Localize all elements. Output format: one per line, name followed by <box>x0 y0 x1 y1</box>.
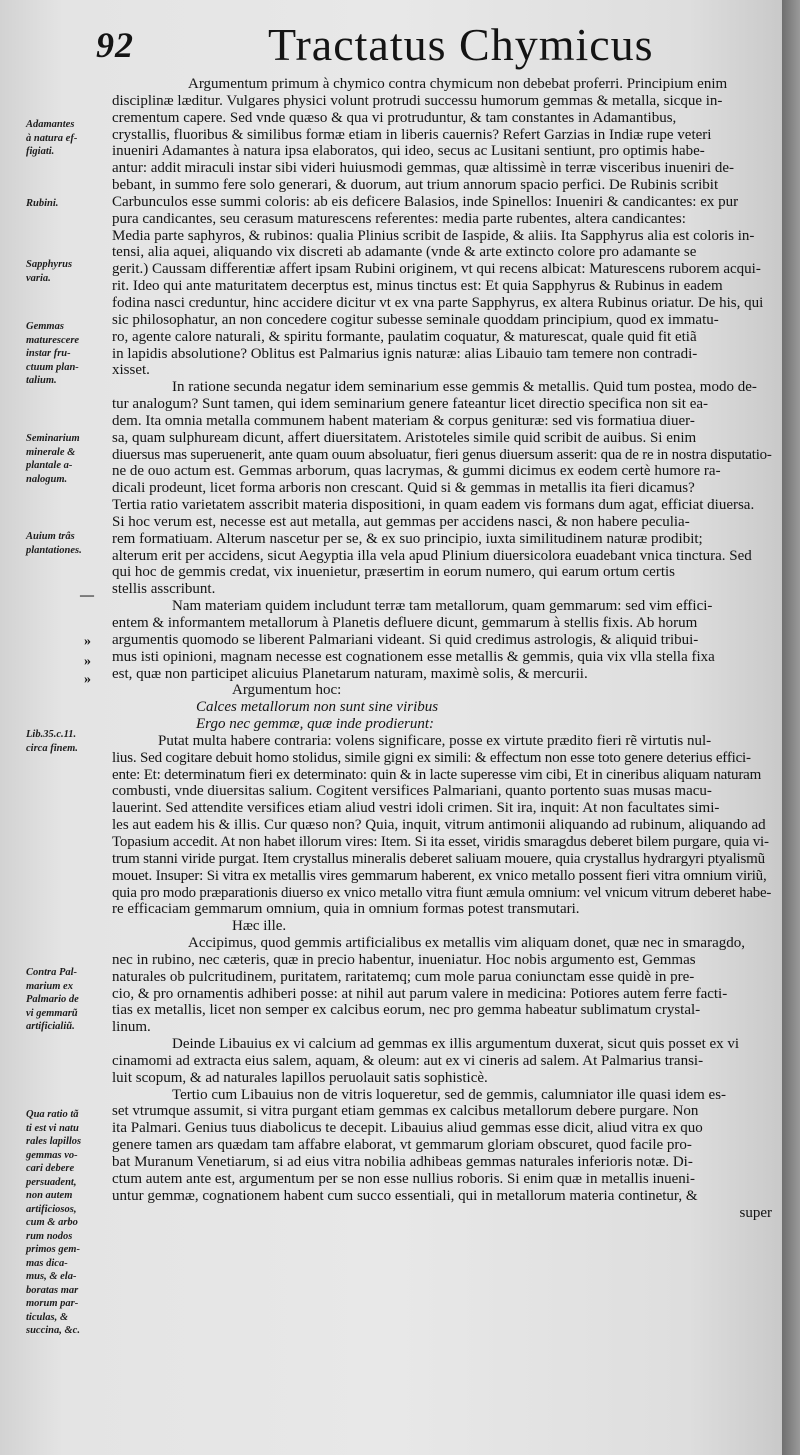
text-line: Si hoc verum est, necesse est aut metalla, aut gemmas per accidens nasci, & non habere peculia- <box>112 513 690 530</box>
marginal-note-quaratio <box>26 1108 110 1338</box>
text-line: dicali prodeunt, licet forma arboris non crescant. Quid si & gemmas in metallis ita fieri dicamus? <box>112 480 695 497</box>
marginal-note-gemmas <box>26 320 110 388</box>
marginal-note-line: morum par- <box>26 1298 79 1309</box>
text-line: ente: Et: determinatum fieri ex determinato: quin & in lacte superesse vim cibi, Et in cineribus aliquam naturam <box>112 766 762 783</box>
marginal-note-line: non autem <box>26 1190 73 1201</box>
text-line: ne de ouo actum est. Gemmas arborum, quas lacrymas, & gummi dicimus ex eodem certè humore ra- <box>112 463 721 480</box>
marginal-note-line: Seminarium <box>26 433 80 444</box>
marginal-note-line: artificiosos, <box>26 1203 77 1215</box>
book-spine-shadow <box>782 0 800 1455</box>
marginal-note-line: instar fru- <box>26 348 71 359</box>
catchword: super <box>739 1204 772 1221</box>
text-line: quia pro modo præparationis diuerso ex vnico metallo vitra fiunt æmula omnium: vel vnicum vitrum deberet habe- <box>112 884 772 901</box>
text-line: set vtrumque assumit, si vitra purgant etiam gemmas ex calcibus metallorum debere purgare. Non <box>112 1103 699 1120</box>
handwritten-quote-mark: » <box>84 672 91 687</box>
text-line: lius. Sed cogitare debuit homo stolidus, simile gigni ex simili: & effectum non esse toto genere deterius effici- <box>112 749 751 766</box>
text-line: inueniri Adamantes à natura ipsa elaboratos, qui ideo, secus ac Lusitani sentiunt, pro optimis habe- <box>112 143 705 160</box>
marginal-note-line: ticulas, & <box>26 1311 69 1323</box>
marginal-note-adamantes <box>26 118 110 159</box>
marginal-note-line: artificialiũ. <box>26 1021 75 1032</box>
text-line: Accipimus, quod gemmis artificialibus ex metallis vim aliquam donet, quæ nec in smaragdo, <box>188 935 745 952</box>
text-line: tias ex metallis, licet non semper ex calcibus eorum, nec pro gemma habeatur sublimatum crystal- <box>112 1002 701 1019</box>
text-line: dem. Ita omnia metalla communem habent materiam & corpus genituræ: sed vis formatiua diuer- <box>112 412 695 429</box>
marginal-note-line: plantationes. <box>26 544 82 556</box>
marginal-note-rubini <box>26 197 110 211</box>
text-line: Putat multa habere contraria: volens significare, posse ex virtute prædito fieri rẽ virtutis nul- <box>158 732 712 749</box>
marginal-note-line: primos gem- <box>26 1244 80 1255</box>
marginal-note-line: minerale & <box>26 446 76 458</box>
marginalia-column <box>26 0 112 1455</box>
text-line: re efficaciam gemmarum omnium, quia in omnium formas potest transmutari. <box>112 901 580 918</box>
marginal-note-line: mus, & ela- <box>26 1271 77 1282</box>
text-line: crystallis, fluoribus & similibus formæ etiam in liberis cauernis? Refert Garzias in Indiæ rupe veteri <box>112 126 712 143</box>
marginal-note-line: figiati. <box>26 146 55 157</box>
text-line: ita Palmari. Genius tuus diabolicus te decepit. Libauius aliud gemmas esse dicit, aliud vitra ex quo <box>112 1120 703 1137</box>
text-line: Deinde Libauius ex vi calcium ad gemmas ex illis argumentum duxerat, sicut quis posset ex vi <box>172 1036 740 1053</box>
text-line: crementum capere. Sed vnde quæso & qua vi protruduntur, & tam constantes in Adamantibus, <box>112 109 677 126</box>
marginal-note-line: ti est vi natu <box>26 1122 79 1134</box>
text-line: Topasium accedit. At non habet illorum vires: Item. Si ita esset, viridis smaragdus deberet bilem purgare, quia vi- <box>112 833 769 850</box>
text-line: rem formatiuam. Alterum nascetur per se, & ex suo principio, iuxta similitudinem naturæ prodibit; <box>112 530 703 547</box>
text-line: antur: addit miraculi instar sibi videri huiusmodi gemmas, quæ altissimè in terræ visceribus inueniri de- <box>112 160 734 177</box>
handwritten-quote-mark: » <box>84 654 91 669</box>
text-line: alterum erit per accidens, sicut Aegyptia illa vela apud Plinium diuersicolora euadebant vnica tinctura. Sed <box>112 547 752 564</box>
text-line: cio, & pro ornamentis adhiberi posse: at nihil aut parum valere in medicina: Potiores autem ferre facti- <box>112 985 728 1002</box>
text-line: naturales ob pulcritudinem, puritatem, raritatemq; cum mole parua coniunctam esse quidè in pre- <box>112 968 695 985</box>
marginal-note-line: vi gemmarũ <box>26 1007 78 1019</box>
argument-premise: Calces metallorum non sunt sine viribus <box>196 699 439 716</box>
marginal-note-contra <box>26 966 110 1034</box>
text-line: est, quæ non participet alicuius Planetarum naturam, maximè solis, & mercurii. <box>112 665 588 682</box>
running-title: Tractatus Chymicus <box>268 19 654 70</box>
text-line: luit scopum, & ad naturales lapillos peruolauit satis sophisticè. <box>112 1069 488 1086</box>
text-line: nec in rubino, nec cæteris, quæ in precio habentur, inueniatur. Hoc nobis argumento est, Gemmas <box>112 951 696 968</box>
marginal-note-line: Auium trâs <box>26 531 75 542</box>
text-line: cinamomi ad extracta eius salem, aquam, & oleum: aut ex vi cineris ad salem. At Palmarius transi- <box>112 1052 704 1069</box>
text-line: Media parte saphyros, & rubinos: qualia Plinius scribit de Iaspide, & aliis. Ita Sapphyrus alia est coloris in- <box>112 227 755 244</box>
text-line: pura candicantes, seu cerasum maturescens referentes: media parte rubentes, altera candicantes: <box>112 210 686 227</box>
marginal-note-line: Rubini. <box>26 198 59 209</box>
text-line: rit. Ideo qui ante maturitatem decerptus est, minus tinctus est: Et quia Sapphyrus & Rubinus in eadem <box>112 278 723 295</box>
marginal-note-sapphyrus <box>26 258 110 285</box>
marginal-note-line: mas dica- <box>26 1257 68 1269</box>
text-line: linum. <box>112 1019 151 1036</box>
text-line: untur gemmæ, cognationem habent cum succo essentiali, qui in metallorum materia continetur, & <box>112 1187 698 1204</box>
marginal-note-line: Adamantes <box>26 119 75 130</box>
quote-end: Hæc ille. <box>232 918 287 935</box>
text-line: lauerint. Sed attendite versifices etiam aliud vestri idoli crimen. Sit ira, inquit: At non facultates simi- <box>112 800 720 817</box>
marginal-note-line: talium. <box>26 375 57 386</box>
handwritten-dash-mark: — <box>80 588 94 603</box>
text-line: Tertio cum Libauius non de vitris loqueretur, sed de gemmis, calumniator ille quasi idem es- <box>172 1086 727 1103</box>
text-line: trum stanni viride purgat. Item crystallus mineralis deberet saliuam mouere, quia crystallus hydrargyri ptyalismũ <box>112 850 765 867</box>
text-line: In ratione secunda negatur idem seminarium esse gemmis & metallis. Quid tum postea, modo de- <box>172 379 757 396</box>
marginal-note-line: Palmario de <box>26 994 79 1005</box>
marginal-note-line: Gemmas <box>26 321 64 332</box>
text-line: mus isti opinioni, magnam necesse est cognationem esse metallis & gemmis, quia vix vlla stella fixa <box>112 648 715 665</box>
text-line: tensi, alia aquei, aliquando vix discreti ab adamante (vnde & arte extincto colore pro adamante se <box>112 244 697 261</box>
text-line: ctum autem ante est, argumentum per se non esse nullius roboris. Si enim quæ in metallis inueni- <box>112 1170 695 1187</box>
text-line: Nam materiam quidem includunt terræ tam metallorum, quam gemmarum: sed vim effici- <box>172 598 713 615</box>
text-line: fodina nasci creduntur, hinc accidere dicitur vt ex vna parte Sapphyrus, ex altera Rubinus oriatur. De his, qui <box>112 294 764 311</box>
marginal-note-line: boratas mar <box>26 1284 79 1296</box>
text-line: bebant, in summo fere solo generari, & duorum, aut trium annorum spacio perfici. De Rubinis scribit <box>112 177 719 194</box>
marginal-note-line: Sapphyrus <box>26 259 73 270</box>
page-number: 92 <box>96 25 134 65</box>
marginal-note-line: maturescere <box>26 334 80 346</box>
text-line: Carbunculos esse summi coloris: ab eis deficere Balasios, inde Spinellos: Inueniri & candicantes: ex pur <box>112 193 739 210</box>
marginal-note-line: varia. <box>26 272 51 284</box>
text-line: sic philosophatur, an non concedere cogitur subesse seminale quoddam principium, quod ex immatu- <box>112 311 719 328</box>
argument-heading: Argumentum hoc: <box>232 682 342 699</box>
marginal-note-line: cum & arbo <box>26 1217 78 1228</box>
marginal-note-line: cari debere <box>26 1163 75 1174</box>
marginal-note-seminarium <box>26 432 110 486</box>
marginal-note-line: nalogum. <box>26 473 68 485</box>
marginal-note-line: circa finem. <box>26 742 78 754</box>
text-line: genere tamen ars quædam tam affabre elaborat, vt gemmarum gloriam obscuret, quod facile pro- <box>112 1137 692 1154</box>
text-line: gerit.) Caussam differentiæ affert ipsam Rubini originem, vt qui recens albicat: Maturescens ruborem acqui- <box>112 261 761 278</box>
marginal-note-line: succina, &c. <box>26 1325 80 1336</box>
text-line: mouet. Insuper: Si vitra ex metallis vires gemmarum haberent, ex vnico metallo possent fieri vitra omnium viriũ, <box>112 867 767 884</box>
marginal-note-line: marium ex <box>26 980 73 992</box>
text-line: argumentis quomodo se liberent Palmariani videant. Si quid credimus astrologis, & aliquid tribui- <box>112 631 699 648</box>
marginal-note-line: Contra Pal- <box>26 967 78 978</box>
argument-conclusion: Ergo nec gemmæ, quæ inde prodierunt: <box>196 716 435 733</box>
marginal-note-lib <box>26 728 110 755</box>
text-line: Tertia ratio varietatem asscribit materia dispositioni, in quam eadem vis formans dum agat, efficiat diuersa. <box>112 497 755 514</box>
text-line: les aut eadem his & illis. Cur quæso non? Quia, inquit, vitrum antimonii aliquando ad rubinum, aliquando ad <box>112 817 766 834</box>
marginal-note-line: plantale a- <box>26 460 73 471</box>
text-line: diuersus mas superuenerit, ante quam ouum absoluatur, fieri genus diuersum asserit: qua de re in nostra disputatio- <box>112 446 772 463</box>
marginal-note-line: à natura ef- <box>26 132 78 144</box>
marginal-note-line: rales lapillos <box>26 1136 82 1147</box>
handwritten-quote-mark: » <box>84 634 91 649</box>
text-line: sa, quam sulphuream dicunt, affert diuersitatem. Aristoteles simile quid scribit de auibus. Si enim <box>112 429 697 446</box>
text-line: combusti, vnde diuersitas salium. Cogitent versifices Palmariani, quanto portento suas musas macu- <box>112 783 712 800</box>
text-line: qui hoc de gemmis credat, vix inuenietur, præsertim in eorum numero, qui earum ortum certis <box>112 564 676 581</box>
marginal-note-line: ctuum plan- <box>26 361 79 373</box>
text-line: in lapidis absolutione? Oblitus est Palmarius ignis naturæ: alias Libauio tam temere non contradi- <box>112 345 698 362</box>
marginal-note-auium <box>26 530 110 557</box>
text-line: disciplinæ læditur. Vulgares physici volunt protrudi successu humorum gemmas & metalla, sicque in- <box>112 92 723 109</box>
marginal-note-line: Lib.35.c.11. <box>26 729 77 740</box>
text-line: Argumentum primum à chymico contra chymicum non debebat proferri. Principium enim <box>188 76 728 92</box>
text-line: entem & informantem metallorum à Planetis defluere dicunt, gemmarum à stellis fixis. Ab horum <box>112 615 698 631</box>
marginal-note-line: persuadent, <box>26 1176 77 1188</box>
main-text-block <box>112 76 772 1221</box>
marginal-note-line: gemmas vo- <box>26 1149 78 1161</box>
text-line: tur analogum? Sunt tamen, qui idem seminarium genere fateantur licet directio specifica non sit ea- <box>112 396 709 413</box>
marginal-note-line: rum nodos <box>26 1230 73 1242</box>
marginal-note-line: Qua ratio tã <box>26 1109 79 1120</box>
page-header <box>0 14 782 74</box>
text-line: xisset. <box>112 362 150 379</box>
text-line: ro, agente calore naturali, & spiritu formante, paulatim coquatur, & maturescat, quale quid fit etiã <box>112 328 697 345</box>
text-line: stellis asscribunt. <box>112 581 216 598</box>
text-line: bat Muranum Venetiarum, si ad eius vitra nobilia adhibeas gemmas naturales inferioris notæ. Di- <box>112 1154 693 1170</box>
